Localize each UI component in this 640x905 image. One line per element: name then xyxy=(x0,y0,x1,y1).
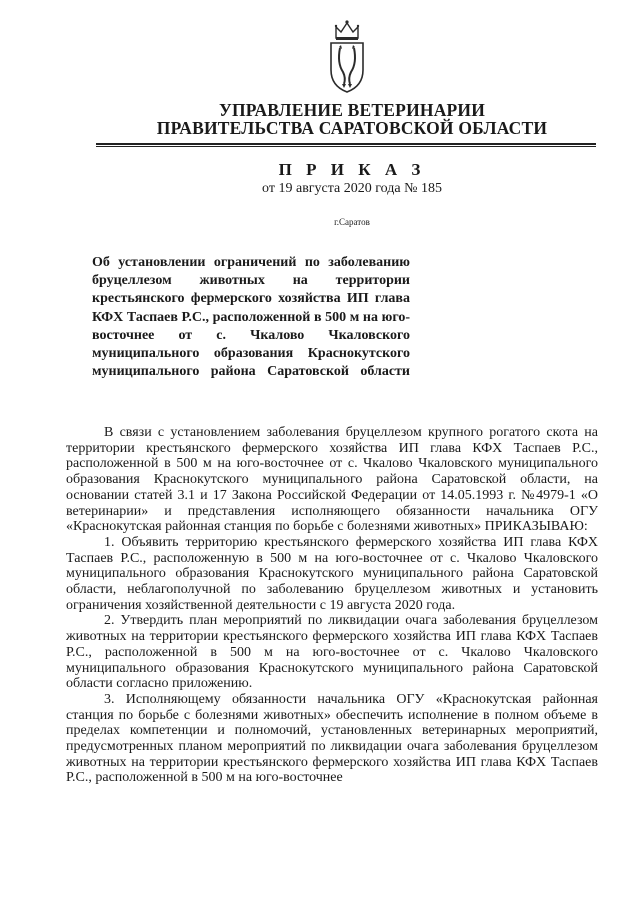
document-title: П Р И К А З xyxy=(278,160,426,179)
body-paragraph-preamble: В связи с установлением заболевания бруцеллезом крупного рогатого скота на территории крестьянского фермерского хозяйства ИП глава КФХ Таспаев Р.С., расположенной в 500 м на юго-восточнее от с. Чкалово Чкаловского муниципального образования Краснокутского муниципального района Саратовской области, на основании статей 3.1 и 17 Закона Российской Федерации от 14.05.1993 г. №4979-1 «О ветеринарии» и представления исполняющего обязанности начальника ОГУ «Краснокутская районная станция по борьбе с болезнями животных» ПРИКАЗЫВАЮ: xyxy=(66,425,598,535)
header-rule-thick xyxy=(96,143,596,145)
saratov-coat-of-arms-icon xyxy=(327,18,367,94)
document-body xyxy=(66,425,598,786)
document-city: г.Саратов xyxy=(334,217,370,227)
document-date-number: от 19 августа 2020 года № 185 xyxy=(262,181,442,196)
body-paragraph-item-1: 1. Объявить территорию крестьянского фермерского хозяйства ИП глава КФХ Таспаев Р.С., расположенную в 500 м на юго-восточнее от с. Чкалово Чкаловского муниципального образования Краснокутского муниципального района Саратовской области, неблагополучной по заболеванию бруцеллезом животных и установить ограничения хозяйственной деятельности с 19 августа 2020 года. xyxy=(66,534,598,613)
body-paragraph-item-2: 2. Утвердить план мероприятий по ликвидации очага заболевания бруцеллезом животных на территории крестьянского фермерского хозяйства ИП глава КФХ Таспаев Р.С., расположенной в 500 м на юго-восточнее от с. Чкалово Чкаловского муниципального образования Краснокутского муниципального района Саратовской области согласно приложению. xyxy=(66,613,598,692)
header-rule-thin xyxy=(96,146,596,147)
body-paragraph-item-3: 3. Исполняющему обязанности начальника ОГУ «Краснокутская районная станция по борьбе с болезнями животных» обеспечить исполнение в полном объеме в пределах компетенции и полномочий, установленных ветеринарных мероприятий, предусмотренных планом мероприятий по ликвидации очага заболевания бруцеллезом животных на территории крестьянского фермерского хозяйства ИП глава КФХ Таспаев Р.С., расположенной в 500 м на юго-восточнее xyxy=(66,691,598,786)
organization-name-line2: ПРАВИТЕЛЬСТВА САРАТОВСКОЙ ОБЛАСТИ xyxy=(156,118,548,138)
organization-name-line1: УПРАВЛЕНИЕ ВЕТЕРИНАРИИ xyxy=(218,100,486,120)
document-subject: Об установлении ограничений по заболеванию бруцеллезом животных на территории крестьянского фермерского хозяйства ИП глава КФХ Таспаев Р.С., расположенной в 500 м на юго-восточнее от с. Чкалово Чкаловского муниципального образования Краснокутского муниципального района Саратовской области xyxy=(92,255,410,380)
